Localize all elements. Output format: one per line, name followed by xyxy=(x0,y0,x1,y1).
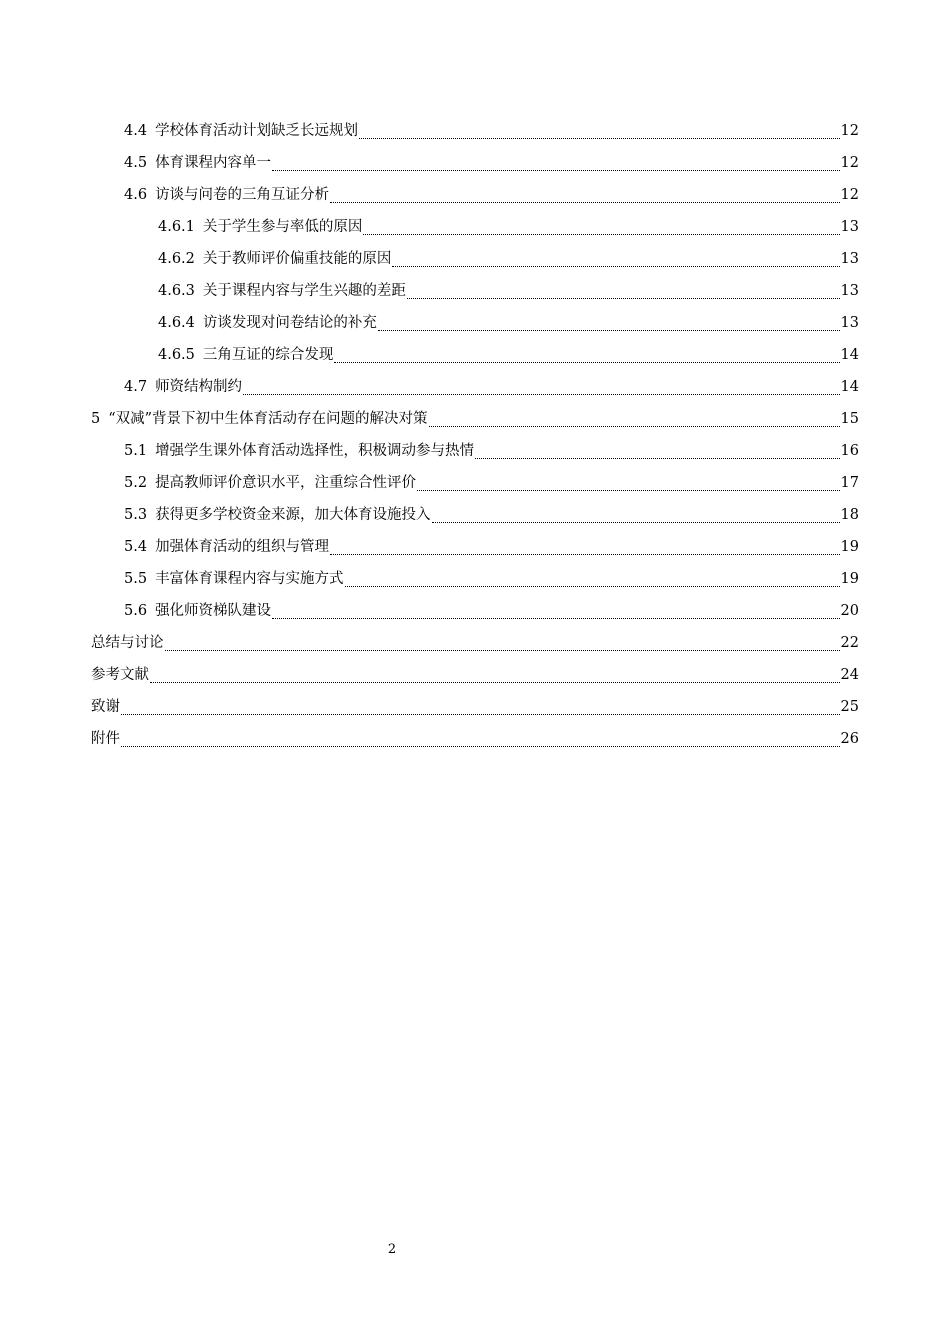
dot-leader xyxy=(475,458,839,459)
toc-entry-title: 总结与讨论 xyxy=(91,635,164,651)
toc-entry-title: 附件 xyxy=(91,731,120,747)
toc-entry-number: 4.5 xyxy=(124,155,148,171)
toc-entry-number: 4.6.5 xyxy=(158,347,195,363)
toc-entry-page: 20 xyxy=(840,603,859,619)
toc-entry-page: 15 xyxy=(840,411,859,427)
toc-entry-title: 访谈发现对问卷结论的补充 xyxy=(202,315,377,331)
toc-entry-number: 5.3 xyxy=(124,507,148,523)
toc-entry-page: 25 xyxy=(840,699,859,715)
toc-entry-number: 4.7 xyxy=(124,379,148,395)
toc-entry-page: 26 xyxy=(840,731,859,747)
toc-entry-5-1[interactable] xyxy=(124,435,859,467)
toc-entry-number: 5 xyxy=(91,411,101,427)
toc-entry-title: 获得更多学校资金来源，加大体育设施投入 xyxy=(155,507,431,523)
toc-entry-page: 13 xyxy=(840,219,859,235)
toc-entry-title: “双减”背景下初中生体育活动存在问题的解决对策 xyxy=(108,411,428,427)
toc-entry-acknowledgements[interactable] xyxy=(91,691,859,723)
toc-entry-5-2[interactable] xyxy=(124,467,859,499)
dot-leader xyxy=(334,362,839,363)
toc-entry-title: 关于课程内容与学生兴趣的差距 xyxy=(202,283,406,299)
toc-entry-page: 14 xyxy=(840,347,859,363)
toc-entry-5-4[interactable] xyxy=(124,531,859,563)
toc-entry-title: 参考文献 xyxy=(91,667,149,683)
toc-entry-appendix[interactable] xyxy=(91,723,859,755)
dot-leader xyxy=(272,170,839,171)
dot-leader xyxy=(432,522,840,523)
dot-leader xyxy=(429,426,840,427)
toc-entry-title: 三角互证的综合发现 xyxy=(202,347,334,363)
toc-entry-page: 14 xyxy=(840,379,859,395)
toc-entry-number: 4.6 xyxy=(124,187,148,203)
toc-entry-title: 师资结构制约 xyxy=(155,379,243,395)
toc-entry-page: 24 xyxy=(840,667,859,683)
toc-entry-page: 13 xyxy=(840,283,859,299)
toc-entry-title: 学校体育活动计划缺乏长远规划 xyxy=(155,123,359,139)
toc-entry-number: 5.6 xyxy=(124,603,148,619)
toc-entry-4-6-2[interactable] xyxy=(158,243,859,275)
toc-entry-page: 12 xyxy=(840,187,859,203)
toc-entry-page: 13 xyxy=(840,315,859,331)
toc-entry-4-6-1[interactable] xyxy=(158,211,859,243)
toc-entry-number: 5.1 xyxy=(124,443,148,459)
dot-leader xyxy=(378,330,840,331)
toc-entry-page: 16 xyxy=(840,443,859,459)
toc-entry-5-3[interactable] xyxy=(124,499,859,531)
toc-entry-title: 关于教师评价偏重技能的原因 xyxy=(202,251,392,267)
toc-entry-page: 17 xyxy=(840,475,859,491)
dot-leader xyxy=(359,138,839,139)
toc-entry-number: 4.6.4 xyxy=(158,315,195,331)
toc-entry-title: 体育课程内容单一 xyxy=(155,155,272,171)
page-number: 2 xyxy=(387,1242,397,1257)
toc-entry-page: 12 xyxy=(840,123,859,139)
dot-leader xyxy=(165,650,840,651)
toc-entry-title: 加强体育活动的组织与管理 xyxy=(155,539,330,555)
toc-entry-number: 4.4 xyxy=(124,123,148,139)
dot-leader xyxy=(363,234,839,235)
toc-entry-page: 13 xyxy=(840,251,859,267)
toc-entry-title: 增强学生课外体育活动选择性，积极调动参与热情 xyxy=(155,443,475,459)
toc-entry-number: 4.6.1 xyxy=(158,219,195,235)
dot-leader xyxy=(345,586,840,587)
dot-leader xyxy=(392,266,839,267)
dot-leader xyxy=(330,554,839,555)
toc-entry-page: 19 xyxy=(840,539,859,555)
dot-leader xyxy=(330,202,839,203)
toc-entry-number: 5.4 xyxy=(124,539,148,555)
toc-entry-4-4[interactable] xyxy=(124,115,859,147)
dot-leader xyxy=(121,746,840,747)
dot-leader xyxy=(272,618,839,619)
toc-entry-title: 访谈与问卷的三角互证分析 xyxy=(155,187,330,203)
toc-entry-title: 强化师资梯队建设 xyxy=(155,603,272,619)
table-of-contents xyxy=(0,115,950,755)
toc-entry-title: 关于学生参与率低的原因 xyxy=(202,219,363,235)
toc-entry-4-6-5[interactable] xyxy=(158,339,859,371)
dot-leader xyxy=(243,394,839,395)
toc-entry-4-6-4[interactable] xyxy=(158,307,859,339)
toc-entry-number: 4.6.3 xyxy=(158,283,195,299)
toc-entry-references[interactable] xyxy=(91,659,859,691)
toc-entry-page: 19 xyxy=(840,571,859,587)
toc-entry-page: 12 xyxy=(840,155,859,171)
toc-entry-page: 18 xyxy=(840,507,859,523)
toc-entry-title: 提高教师评价意识水平，注重综合性评价 xyxy=(155,475,417,491)
toc-entry-page: 22 xyxy=(840,635,859,651)
dot-leader xyxy=(121,714,840,715)
toc-entry-number: 5.5 xyxy=(124,571,148,587)
toc-entry-5-6[interactable] xyxy=(124,595,859,627)
toc-entry-5-5[interactable] xyxy=(124,563,859,595)
dot-leader xyxy=(407,298,840,299)
toc-entry-number: 4.6.2 xyxy=(158,251,195,267)
dot-leader xyxy=(150,682,840,683)
toc-entry-title: 致谢 xyxy=(91,699,120,715)
toc-entry-4-6[interactable] xyxy=(124,179,859,211)
toc-entry-summary[interactable] xyxy=(91,627,859,659)
dot-leader xyxy=(417,490,839,491)
toc-entry-4-5[interactable] xyxy=(124,147,859,179)
toc-entry-number: 5.2 xyxy=(124,475,148,491)
toc-entry-title: 丰富体育课程内容与实施方式 xyxy=(155,571,344,587)
toc-entry-4-6-3[interactable] xyxy=(158,275,859,307)
toc-entry-4-7[interactable] xyxy=(124,371,859,403)
toc-entry-5[interactable] xyxy=(91,403,859,435)
